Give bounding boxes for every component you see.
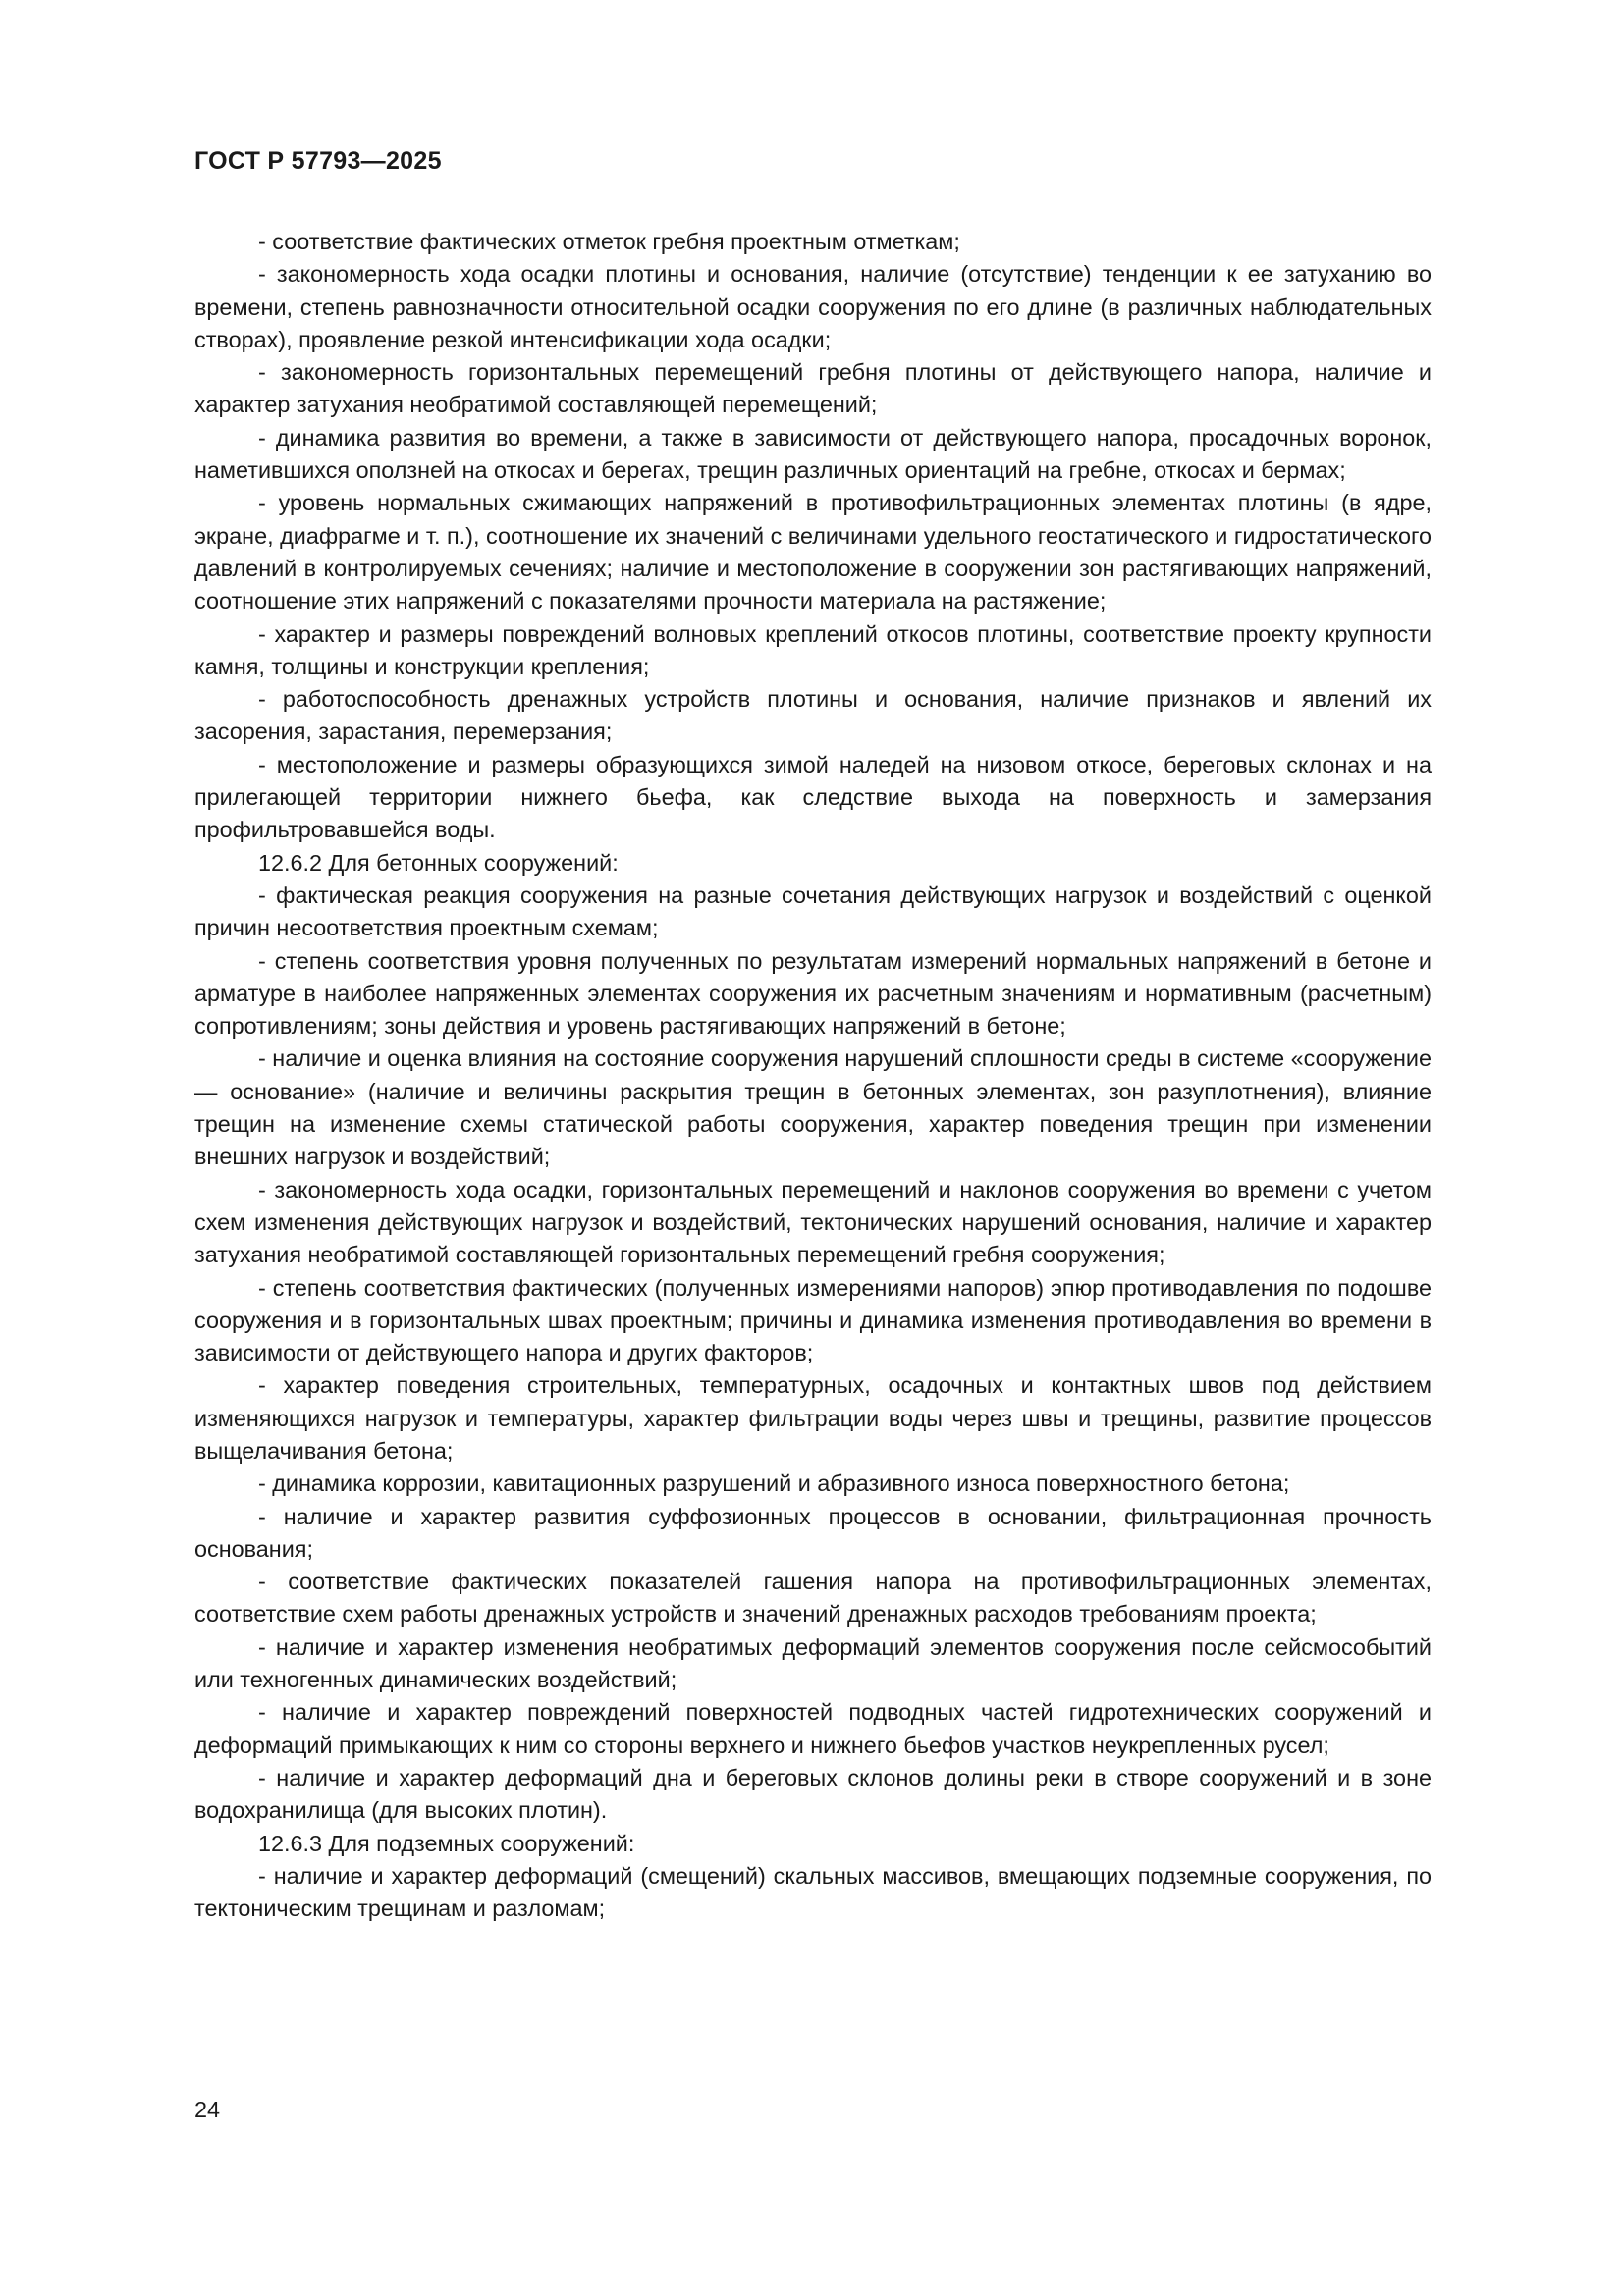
document-body [194, 226, 1432, 1925]
paragraph: - динамика развития во времени, а также в зависимости от действующего напора, просадочных воронок, наметившихся оползней на откосах и берегах, трещин различных ориентаций на гребне, откосах и бермах; [194, 424, 1432, 484]
paragraph: - соответствие фактических отметок гребня проектным отметкам; [258, 229, 960, 254]
paragraph: - наличие и характер деформаций дна и береговых склонов долины реки в створе сооружений и в зоне водохранилища (для высоких плотин). [194, 1764, 1432, 1824]
paragraph: - динамика коррозии, кавитационных разрушений и абразивного износа поверхностного бетона; [258, 1470, 1290, 1497]
paragraph: - работоспособность дренажных устройств плотины и основания, наличие признаков и явлений их засорения, зарастания, перемерзания; [194, 686, 1432, 745]
paragraph: - наличие и оценка влияния на состояние сооружения нарушений сплошности среды в системе «сооружение — основание» (наличие и величины раскрытия трещин в бетонных элементах, зон разуплотнения), влияние трещин на изменение схемы статической работы сооружения, характер поведения трещин при изменении внешних нагрузок и воздействий; [194, 1045, 1432, 1170]
paragraph: - наличие и характер повреждений поверхностей подводных частей гидротехнических сооружений и деформаций примыкающих к ним со стороны верхнего и нижнего бьефов участков неукрепленных русел; [194, 1699, 1432, 1758]
section-heading: 12.6.3 Для подземных сооружений: [258, 1830, 635, 1856]
paragraph: - наличие и характер изменения необратимых деформаций элементов сооружения после сейсмособытий или техногенных динамических воздействий; [194, 1633, 1432, 1693]
paragraph: - характер поведения строительных, температурных, осадочных и контактных швов под действием изменяющихся нагрузок и температуры, характер фильтрации воды через швы и трещины, развитие процессов выщелачивания бетона; [194, 1372, 1432, 1464]
paragraph: - наличие и характер развития суффозионных процессов в основании, фильтрационная прочность основания; [194, 1503, 1432, 1562]
paragraph: - характер и размеры повреждений волновых креплений откосов плотины, соответствие проекту крупности камня, толщины и конструкции крепления; [194, 620, 1432, 679]
paragraph: - наличие и характер деформаций (смещений) скальных массивов, вмещающих подземные сооружения, по тектоническим трещинам и разломам; [194, 1862, 1432, 1922]
page-number: 24 [194, 2097, 221, 2122]
section-heading: 12.6.2 Для бетонных сооружений: [258, 849, 619, 876]
paragraph: - соответствие фактических показателей гашения напора на противофильтрационных элементах, соответствие схем работы дренажных устройств и значений дренажных расходов требованиям проекта; [194, 1569, 1432, 1628]
paragraph: - местоположение и размеры образующихся зимой наледей на низовом откосе, береговых склонах и на прилегающей территории нижнего бьефа, как следствие выхода на поверхность и замерзания профильтровавшейся воды. [194, 751, 1432, 843]
paragraph: - степень соответствия уровня полученных по результатам измерений нормальных напряжений в бетоне и арматуре в наиболее напряженных элементах сооружения их расчетным значениям и нормативным (расчетным) сопротивлениям; зоны действия и уровень растягивающих напряжений в бетоне; [194, 947, 1432, 1040]
paragraph: - уровень нормальных сжимающих напряжений в противофильтрационных элементах плотины (в ядре, экране, диафрагме и т. п.), соотношение их значений с величинами удельного геостатического и гидростатического давлений в контролируемых сечениях; наличие и местоположение в сооружении зон растягивающих напряжений, соотношение этих напряжений с показателями прочности материала на растяжение; [194, 490, 1432, 614]
paragraph: - фактическая реакция сооружения на разные сочетания действующих нагрузок и воздействий с оценкой причин несоответствия проектным схемам; [194, 881, 1432, 941]
document-header: ГОСТ Р 57793—2025 [194, 147, 442, 175]
paragraph: - закономерность хода осадки, горизонтальных перемещений и наклонов сооружения во времени с учетом схем изменения действующих нагрузок и воздействий, тектонических нарушений основания, наличие и характер затухания необратимой составляющей горизонтальных перемещений гребня сооружения; [194, 1176, 1432, 1268]
paragraph: - закономерность хода осадки плотины и основания, наличие (отсутствие) тенденции к ее затуханию во времени, степень равнозначности относительной осадки сооружения по его длине (в различных наблюдательных створах), проявление резкой интенсификации хода осадки; [194, 261, 1432, 352]
paragraph: - закономерность горизонтальных перемещений гребня плотины от действующего напора, наличие и характер затухания необратимой составляющей перемещений; [194, 359, 1432, 418]
paragraph: - степень соответствия фактических (полученных измерениями напоров) эпюр противодавления по подошве сооружения и в горизонтальных швах проектным; причины и динамика изменения противодавления во времени в зависимости от действующего напора и других факторов; [194, 1274, 1432, 1366]
